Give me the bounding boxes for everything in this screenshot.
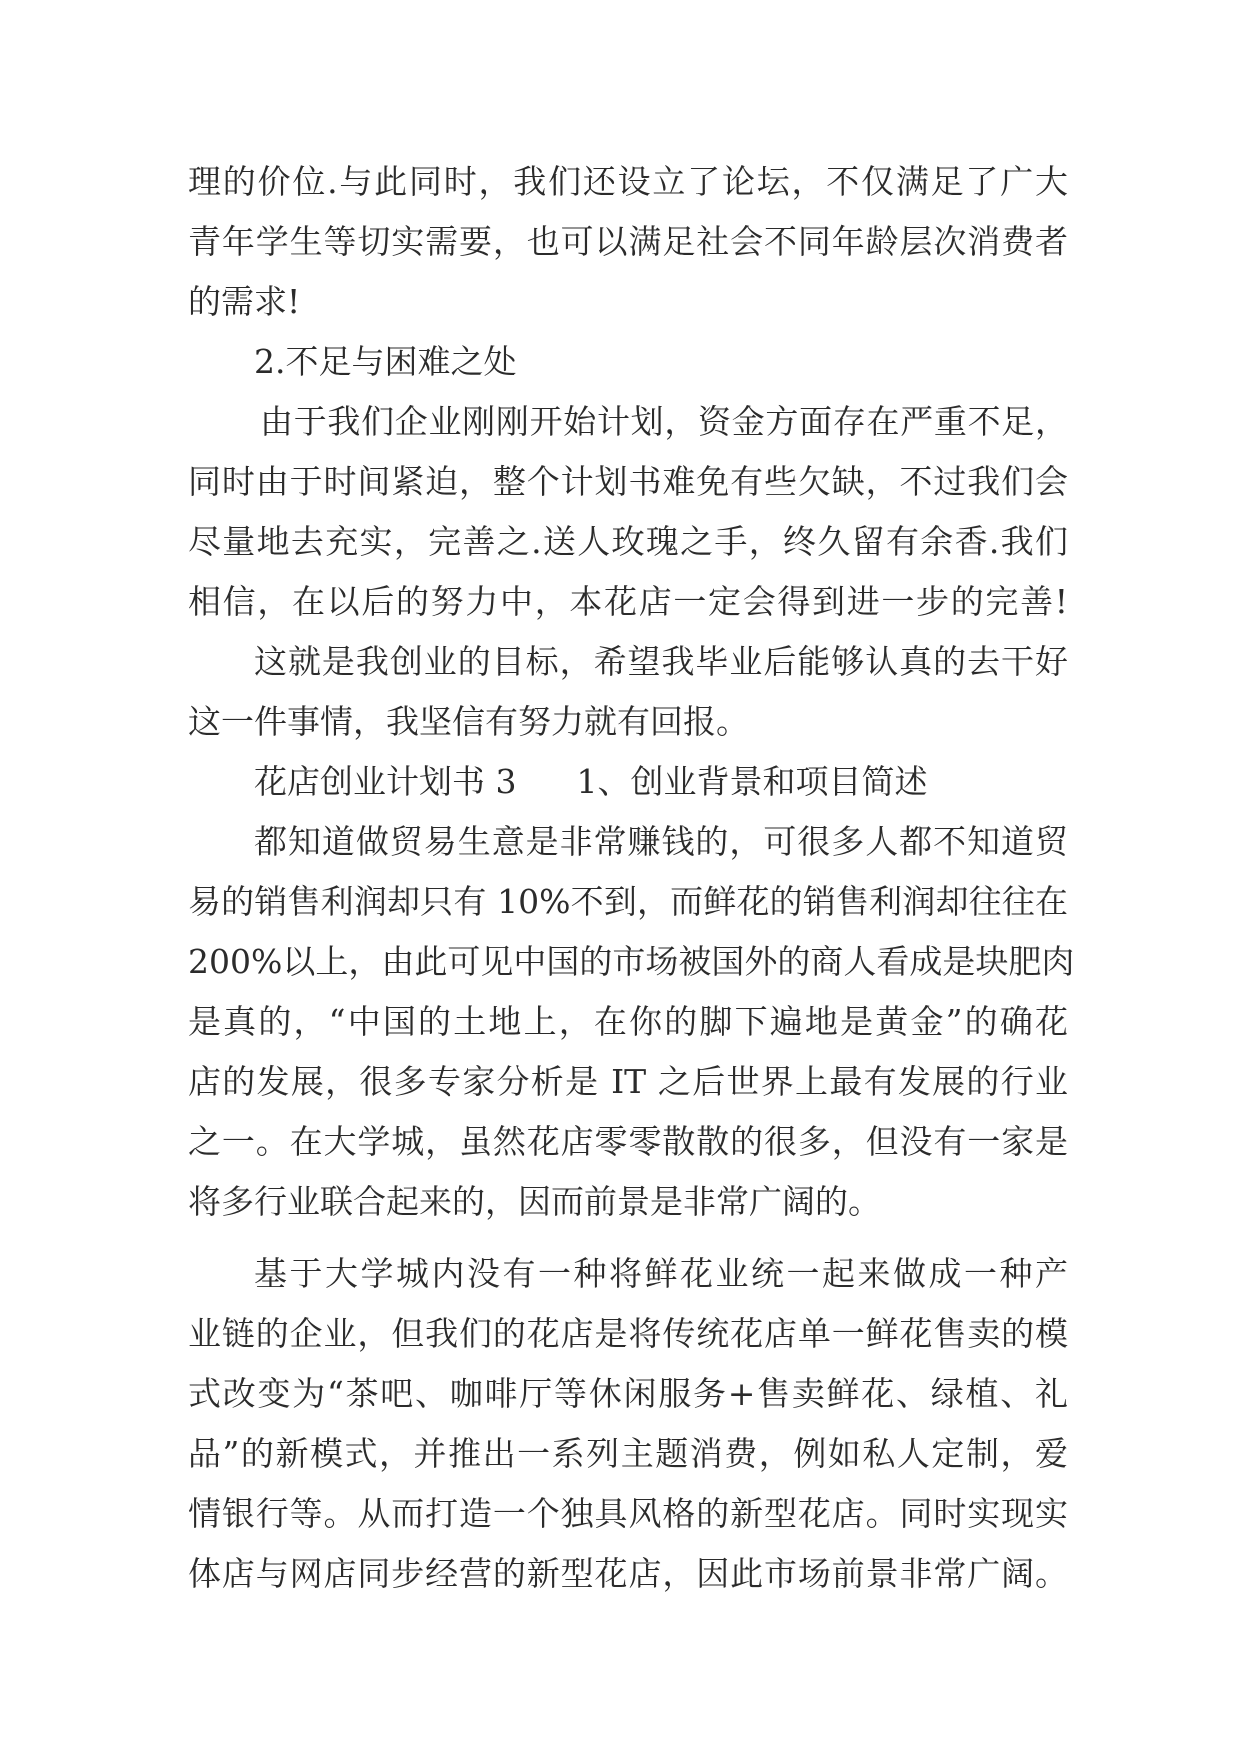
- text-line: 的需求!: [188, 282, 301, 321]
- text-line: 是真的，“中国的土地上，在你的脚下遍地是黄金”的确花: [188, 1002, 1068, 1041]
- text-line: 情银行等。从而打造一个独具风格的新型花店。同时实现实: [188, 1494, 1068, 1533]
- text-line: 店的发展，很多专家分析是 IT 之后世界上最有发展的行业: [188, 1062, 1068, 1101]
- paragraph-intro: [188, 152, 1068, 332]
- paragraph-goal: [188, 632, 1068, 752]
- text-line: 理的价位.与此同时，我们还设立了论坛，不仅满足了广大: [188, 162, 1068, 201]
- paragraph-difficulties: [188, 392, 1068, 632]
- text-line: 之一。在大学城，虽然花店零零散散的很多，但没有一家是: [188, 1122, 1068, 1161]
- text-line: 基于大学城内没有一种将鲜花业统一起来做成一种产: [254, 1254, 1068, 1293]
- section-heading: 2.不足与困难之处: [254, 342, 517, 381]
- text-line: 相信，在以后的努力中，本花店一定会得到进一步的完善!: [188, 582, 1068, 621]
- plan-subtitle: 1、创业背景和项目简述: [576, 762, 928, 801]
- text-line: 青年学生等切实需要，也可以满足社会不同年龄层次消费者: [188, 222, 1068, 261]
- text-line: 体店与网店同步经营的新型花店，因此市场前景非常广阔。: [188, 1554, 1068, 1593]
- text-line: 由于我们企业刚刚开始计划，资金方面存在严重不足，: [260, 402, 1068, 441]
- paragraph-background: [188, 812, 1075, 1232]
- text-line: 业链的企业，但我们的花店是将传统花店单一鲜花售卖的模: [188, 1314, 1068, 1353]
- text-line: 同时由于时间紧迫，整个计划书难免有些欠缺，不过我们会: [188, 462, 1068, 501]
- text-line: 这一件事情，我坚信有努力就有回报。: [188, 702, 749, 741]
- text-line: 品”的新模式，并推出一系列主题消费，例如私人定制，爱: [188, 1434, 1068, 1473]
- text-line: 将多行业联合起来的，因而前景是非常广阔的。: [188, 1182, 881, 1221]
- text-line: 200%以上，由此可见中国的市场被国外的商人看成是块肥肉: [188, 942, 1075, 981]
- text-line: 尽量地去充实，完善之.送人玫瑰之手，终久留有余香.我们: [188, 522, 1068, 561]
- text-line: 这就是我创业的目标，希望我毕业后能够认真的去干好: [254, 642, 1068, 681]
- text-line: 式改变为“茶吧、咖啡厅等休闲服务+售卖鲜花、绿植、礼: [188, 1374, 1068, 1413]
- paragraph-model: [188, 1244, 1068, 1604]
- document-body: [188, 152, 1075, 1604]
- plan-title: 花店创业计划书 3: [254, 762, 517, 801]
- paragraph-gap: [188, 1232, 1068, 1244]
- plan-heading: [188, 752, 1068, 812]
- text-line: 都知道做贸易生意是非常赚钱的，可很多人都不知道贸: [254, 822, 1068, 861]
- text-line: 易的销售利润却只有 10%不到，而鲜花的销售利润却往往在: [188, 882, 1068, 921]
